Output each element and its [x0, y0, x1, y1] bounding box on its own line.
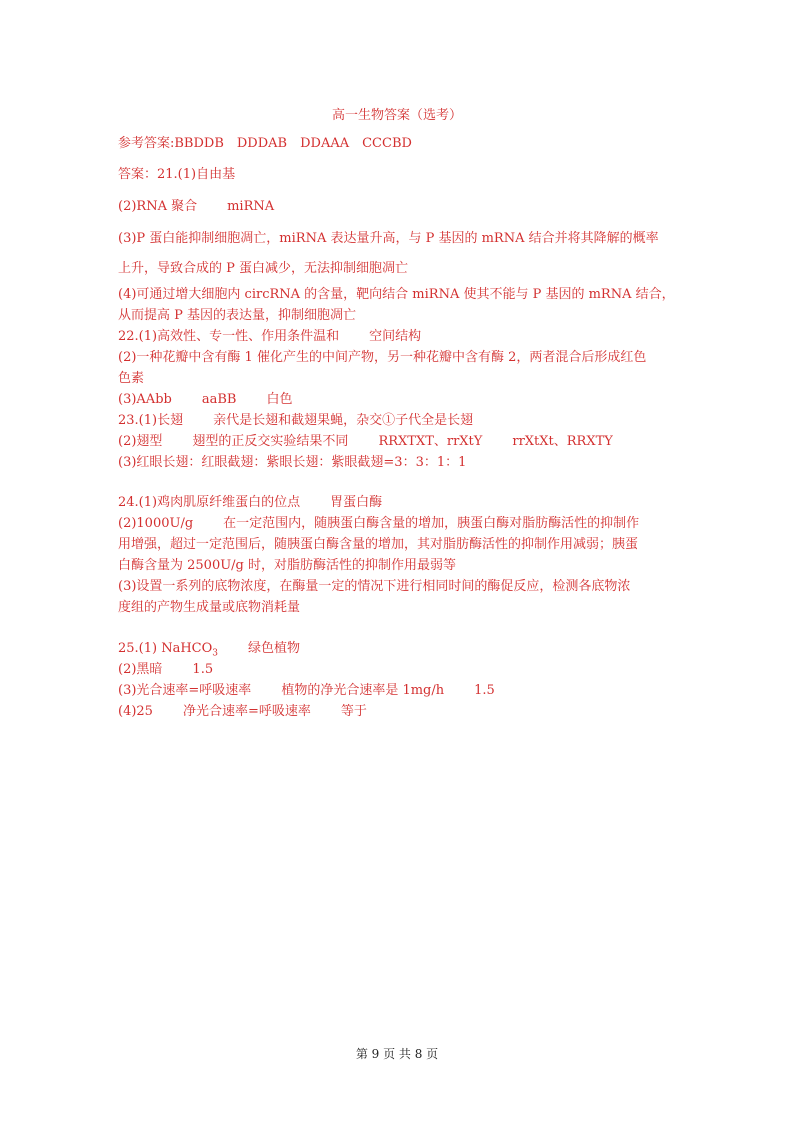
- q25-1-answer-a: 25.(1) NaHCO: [118, 641, 213, 656]
- q21-2-answer-a: (2)RNA 聚合: [118, 199, 198, 214]
- q23-line-3: (3)红眼长翅：红眼截翅：紫眼长翅：紫眼截翅=3：3：1：1: [118, 455, 467, 470]
- q23-1-answer-a: 23.(1)长翅: [118, 413, 184, 428]
- q25-line-3: [118, 680, 683, 701]
- q25-4-answer-a: (4)25: [118, 704, 153, 719]
- q21-line-2: [118, 196, 683, 217]
- q22-line-2: (2)一种花瓣中含有酶 1 催化产生的中间产物，另一种花瓣中含有酶 2，两者混合后形成红色: [118, 350, 647, 365]
- q21-line-3: (3)P 蛋白能抑制细胞凋亡，miRNA 表达量升高，与 P 基因的 mRNA 结合并将其降解的概率: [118, 231, 659, 246]
- q23-2-answer-c: RRXTXT、rrXtY: [378, 434, 483, 449]
- page-title: 高一生物答案（选考）: [331, 108, 462, 123]
- q23-line-1: [118, 410, 683, 431]
- q25-4-answer-b: 净光合速率=呼吸速率: [182, 704, 311, 719]
- q24-line-2: [118, 513, 683, 534]
- q24-line-5: (3)设置一系列的底物浓度，在酶量一定的情况下进行相同时间的酶促反应，检测各底物浓: [118, 579, 631, 594]
- q24-line-1: [118, 492, 683, 513]
- q25-4-answer-c: 等于: [340, 704, 367, 719]
- q25-2-answer-a: (2)黑暗: [118, 662, 163, 677]
- q21-line-6: 从而提高 P 基因的表达量，抑制细胞凋亡: [118, 308, 357, 323]
- q24-2-answer-b: 在一定范围内，随胰蛋白酶含量的增加，胰蛋白酶对脂肪酶活性的抑制作: [223, 516, 640, 531]
- q21-line-5: (4)可通过增大细胞内 circRNA 的含量，靶向结合 miRNA 使其不能与 P 基因的 mRNA 结合，: [118, 287, 675, 302]
- q25-line-2: [118, 659, 683, 680]
- q24-line-4: 白酶含量为 2500U/g 时，对脂肪酶活性的抑制作用最弱等: [118, 558, 457, 573]
- q24-2-answer-a: (2)1000U/g: [118, 516, 194, 531]
- q21-line-1: 答案：21.(1)自由基: [118, 167, 236, 182]
- q23-2-answer-b: 翅型的正反交实验结果不同: [192, 434, 349, 449]
- q22-3-answer-a: (3)AAbb: [118, 392, 172, 407]
- reference-answers: 参考答案:BBDDB DDDAB DDAAA CCCBD: [118, 136, 412, 151]
- q22-line-4: [118, 389, 683, 410]
- q24-1-answer-a: 24.(1)鸡肉肌原纤维蛋白的位点: [118, 495, 301, 510]
- q21-2-answer-b: miRNA: [227, 199, 275, 214]
- q22-3-answer-b: aaBB: [201, 392, 237, 407]
- q23-2-answer-a: (2)翅型: [118, 434, 163, 449]
- q22-1-answer-b: 空间结构: [369, 329, 422, 344]
- q25-3-answer-b: 植物的净光合速率是 1mg/h: [281, 683, 445, 698]
- q21-line-4: 上升，导致合成的 P 蛋白减少，无法抑制细胞凋亡: [118, 261, 409, 276]
- q22-1-answer-a: 22.(1)高效性、专一性、作用条件温和: [118, 329, 340, 344]
- q24-line-3: 用增强，超过一定范围后，随胰蛋白酶含量的增加，其对脂肪酶活性的抑制作用减弱；胰蛋: [118, 537, 639, 552]
- q23-2-answer-d: rrXtXt、RRXTY: [512, 434, 613, 449]
- q23-line-2: [118, 431, 683, 452]
- page-footer: 第 9 页 共 8 页: [355, 1047, 439, 1061]
- q24-line-6: 度组的产物生成量或底物消耗量: [118, 600, 301, 615]
- q23-1-answer-b: 亲代是长翅和截翅果蝇，杂交①子代全是长翅: [213, 413, 474, 428]
- q24-1-answer-b: 胃蛋白酶: [330, 495, 383, 510]
- q25-3-answer-a: (3)光合速率=呼吸速率: [118, 683, 252, 698]
- q25-3-answer-c: 1.5: [474, 683, 495, 698]
- q25-2-answer-b: 1.5: [192, 662, 214, 677]
- q22-line-3: 色素: [118, 371, 145, 386]
- q25-line-4: [118, 701, 683, 722]
- q25-1-answer-b: 绿色植物: [248, 641, 301, 656]
- q22-line-1: [118, 326, 683, 347]
- q22-3-answer-c: 白色: [266, 392, 293, 407]
- q25-1-subscript: 3: [212, 648, 219, 659]
